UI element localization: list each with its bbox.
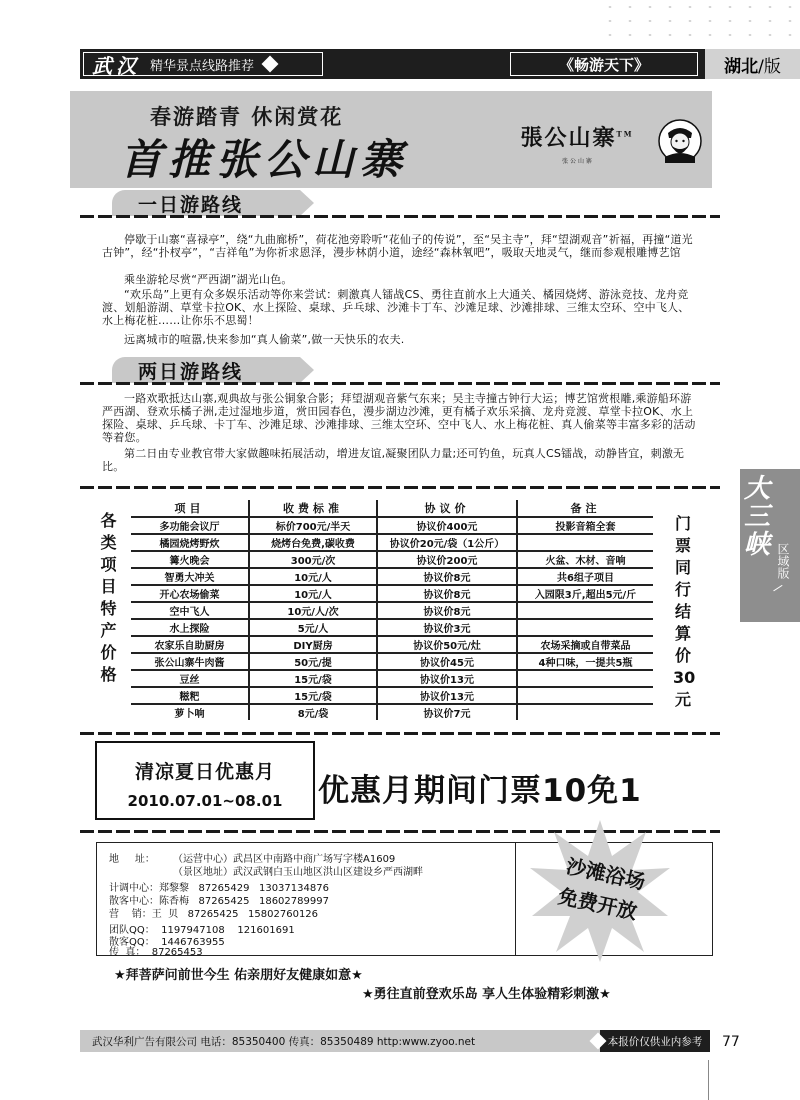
cell-price: 烧烤台免费,碳收费 — [249, 534, 377, 551]
cell-note: 投影音箱全套 — [517, 517, 653, 534]
vlabel-char: 算 — [674, 624, 691, 643]
cell-price: 300元/次 — [249, 551, 377, 568]
cell-item: 开心农场偷菜 — [131, 585, 249, 602]
region-suffix: /版 — [758, 56, 781, 77]
address-line-1: （运营中心）武昌区中南路中商广场写字楼A1609 — [173, 854, 396, 865]
cell-item: 农家乐自助厨房 — [131, 636, 249, 653]
cell-agreed: 协议价8元 — [377, 568, 517, 585]
table-row — [131, 653, 653, 670]
col-header-agreed: 协议价 — [377, 500, 517, 517]
star-text-1: 沙滩浴场 — [564, 853, 648, 895]
cell-item: 水上探险 — [131, 619, 249, 636]
contact-line-1: 计调中心：郑黎黎 87265429 13037134876 — [109, 883, 329, 894]
cell-item: 篝火晚会 — [131, 551, 249, 568]
day1-paragraph-1: 停歇于山寨“喜禄亭”，绕“九曲廊桥”，荷花池旁聆听“花仙子的传说”，至“吴主寺”，拜“望湖观音”祈福，再撞“道光古钟”，经“扑杈亭”，“吉祥龟”为你祈求恩泽，漫步林荫小道，途经“森林氧吧”，吸取天地灵气，继而参观根雕博艺馆 — [102, 233, 693, 259]
side-tab-subtitle-text: 区域版 — [776, 543, 790, 579]
header-subtitle: 精华景点线路推荐 — [150, 58, 255, 74]
region-label — [705, 49, 800, 79]
cell-price: 10元/人 — [249, 585, 377, 602]
cell-note: 火盆、木材、音响 — [517, 551, 653, 568]
vlabel-char: 门 — [674, 514, 691, 533]
cell-agreed: 协议价8元 — [377, 602, 517, 619]
page-number: 77 — [722, 1034, 740, 1050]
table-header-row — [131, 500, 653, 517]
hero-slogan: 春游踏青 休闲赏花 — [150, 105, 344, 129]
col-header-item: 项目 — [131, 500, 249, 517]
footer-bar — [80, 1030, 710, 1052]
cell-price: 8元/袋 — [249, 704, 377, 720]
table-row — [131, 636, 653, 653]
vlabel-char: 价 — [674, 646, 691, 665]
header-left-box — [83, 52, 323, 76]
cell-item: 空中飞人 — [131, 602, 249, 619]
table-row — [131, 602, 653, 619]
cell-item: 橘园烧烤野炊 — [131, 534, 249, 551]
divider-dashed — [80, 215, 720, 218]
table-row — [131, 534, 653, 551]
section-tab-day1: 一日游路线 — [112, 190, 300, 216]
vlabel-char: 票 — [674, 536, 691, 555]
contact-line-3: 营 销：王 贝 87265425 15802760126 — [109, 909, 319, 920]
right-vertical-label — [673, 513, 696, 711]
footer-note: 本报价仅供业内参考 — [607, 1036, 703, 1048]
promo-date: 2010.07.01~08.01 — [127, 792, 283, 810]
cell-agreed: 协议价3元 — [377, 619, 517, 636]
table-row — [131, 704, 653, 720]
cell-item: 豆丝 — [131, 670, 249, 687]
table-row — [131, 568, 653, 585]
cell-item: 萝卜响 — [131, 704, 249, 720]
brand-tm: TM — [616, 129, 634, 139]
divider-dashed — [80, 486, 720, 489]
cell-item: 张公山寨牛肉酱 — [131, 653, 249, 670]
brand-logo — [502, 121, 652, 165]
magazine-title: 《畅游天下》 — [510, 52, 698, 76]
table-row — [131, 585, 653, 602]
section-tab-day2: 两日游路线 — [112, 357, 300, 383]
cell-price: DIY厨房 — [249, 636, 377, 653]
day1-paragraph-3: “欢乐岛”上更有众多娱乐活动等你来尝试：刺激真人镭战CS、勇往直前水上大通关、橘园烧烤、游泳竞技、龙舟竞渡、划船游湖、草堂卡拉OK、水上探险、桌球、乒乓球、沙滩卡丁车、沙滩足球、沙滩排球、三维太空环、空中飞人、水上梅花桩……让你乐不思蜀！ — [102, 288, 690, 327]
vlabel-char: 元 — [674, 690, 691, 709]
region-bold: 湖北 — [724, 56, 759, 77]
cell-note: 4种口味，一提共5瓶 — [517, 653, 653, 670]
cell-agreed: 协议价8元 — [377, 585, 517, 602]
promo-title: 清凉夏日优惠月 — [134, 761, 275, 783]
cell-note — [517, 704, 653, 720]
cell-item: 糍粑 — [131, 687, 249, 704]
table-row — [131, 687, 653, 704]
cell-agreed: 协议价50元/灶 — [377, 636, 517, 653]
table-row — [131, 551, 653, 568]
promo-box — [95, 741, 315, 820]
cell-agreed: 协议价13元 — [377, 670, 517, 687]
brand-subtitle: 张 公 山 寨 — [562, 158, 592, 165]
address-label: 地 址： — [109, 854, 155, 865]
hero-banner — [70, 91, 712, 188]
cell-agreed: 协议价7元 — [377, 704, 517, 720]
table-row — [131, 517, 653, 534]
cell-note — [517, 602, 653, 619]
cell-agreed: 协议价400元 — [377, 517, 517, 534]
cell-note — [517, 619, 653, 636]
fax-line: 传 真： 87265453 — [109, 947, 203, 958]
vlabel-char: 30 — [673, 668, 696, 687]
col-header-price: 收费标准 — [249, 500, 377, 517]
footer-company-info: 武汉华利广告有限公司 电话：85350400 传真：85350489 http:www.zyoo.net — [92, 1036, 476, 1048]
day2-paragraph-2: 第二日由专业教官带大家做趣味拓展活动，增进友谊,凝聚团队力量;还可钓鱼，玩真人CS镭战，动静皆宜，刺激无比。 — [102, 447, 685, 473]
cell-agreed: 协议价200元 — [377, 551, 517, 568]
cell-agreed: 协议价13元 — [377, 687, 517, 704]
day1-paragraph-4: 远离城市的喧嚣,快来参加“真人偷菜”,做一天快乐的农夫. — [124, 333, 405, 346]
star-text-2: 免费开放 — [556, 883, 640, 925]
cell-note: 共6组子项目 — [517, 568, 653, 585]
cell-price: 15元/袋 — [249, 687, 377, 704]
header-band — [80, 49, 800, 79]
slogan-2: ★勇往直前登欢乐岛 享人生体验精彩刺激★ — [362, 987, 611, 1002]
visitor-qq: 散客QQ： 1446763955 — [109, 937, 225, 948]
col-header-note: 备注 — [517, 500, 653, 517]
margin-line — [708, 1060, 709, 1100]
cell-price: 50元/提 — [249, 653, 377, 670]
divider-dashed — [80, 382, 720, 385]
cell-item: 多功能会议厅 — [131, 517, 249, 534]
cell-price: 10元/人/次 — [249, 602, 377, 619]
contact-divider — [515, 843, 516, 955]
cell-agreed: 协议价20元/袋（1公斤） — [377, 534, 517, 551]
cell-note — [517, 534, 653, 551]
table-row — [131, 670, 653, 687]
divider-dashed — [80, 732, 720, 735]
price-table — [131, 500, 653, 720]
side-tab-separator: / — [771, 581, 785, 595]
hero-headline: 首推张公山寨 — [120, 135, 409, 184]
table-row — [131, 619, 653, 636]
left-vertical-label: 各类项目特产价格 — [98, 512, 117, 688]
address-line-2: （景区地址）武汉武钢白玉山地区洪山区建设乡严西湖畔 — [173, 867, 423, 878]
cell-price: 标价700元/半天 — [249, 517, 377, 534]
contact-line-2: 散客中心：陈香梅 87265425 18602789997 — [109, 896, 329, 907]
cell-price: 5元/人 — [249, 619, 377, 636]
cell-note — [517, 687, 653, 704]
day1-paragraph-2: 乘坐游轮尽赏“严西湖”湖光山色。 — [124, 273, 293, 286]
diamond-icon — [262, 56, 279, 73]
cell-agreed: 协议价45元 — [377, 653, 517, 670]
team-qq: 团队QQ： 1197947108 121601691 — [109, 925, 295, 936]
vlabel-char: 结 — [674, 602, 691, 621]
side-tab-title: 大三峡 — [744, 474, 771, 560]
decorative-dot-pattern — [600, 0, 800, 45]
cell-note — [517, 670, 653, 687]
cell-item: 智勇大冲关 — [131, 568, 249, 585]
cell-price: 10元/人 — [249, 568, 377, 585]
cell-note: 农场采摘或自带菜品 — [517, 636, 653, 653]
vlabel-char: 行 — [674, 580, 691, 599]
cell-price: 15元/袋 — [249, 670, 377, 687]
vlabel-char: 同 — [674, 558, 691, 577]
brand-name: 張公山寨 — [520, 125, 617, 151]
region-side-tab — [740, 469, 800, 622]
promo-headline: 优惠月期间门票10免1 — [318, 773, 642, 809]
cell-note: 入园限3斤,超出5元/斤 — [517, 585, 653, 602]
slogan-1: ★拜菩萨问前世今生 佑亲朋好友健康如意★ — [114, 968, 363, 983]
header-logo: 武汉 — [92, 53, 140, 78]
day2-paragraph-1: 一路欢歌抵达山寨,观典故与张公铜象合影；拜望湖观音紫气东来；吴主寺撞古钟行大运；博艺馆赏根雕,乘游船环游严西湖、登欢乐橘子洲,走过湿地步道，赏田园春色，漫步湖边沙滩，更有橘子欢乐采摘、龙舟竞渡、草堂卡拉OK、水上探险、桌球、乒乓球、卡丁车、沙滩足球、沙滩排球、三维太空环、空中飞人、水上梅花桩、真人偷菜等丰富多彩的活动等着您。 — [102, 392, 696, 444]
side-tab-subtitle — [774, 543, 792, 583]
elder-portrait-icon — [658, 119, 702, 163]
